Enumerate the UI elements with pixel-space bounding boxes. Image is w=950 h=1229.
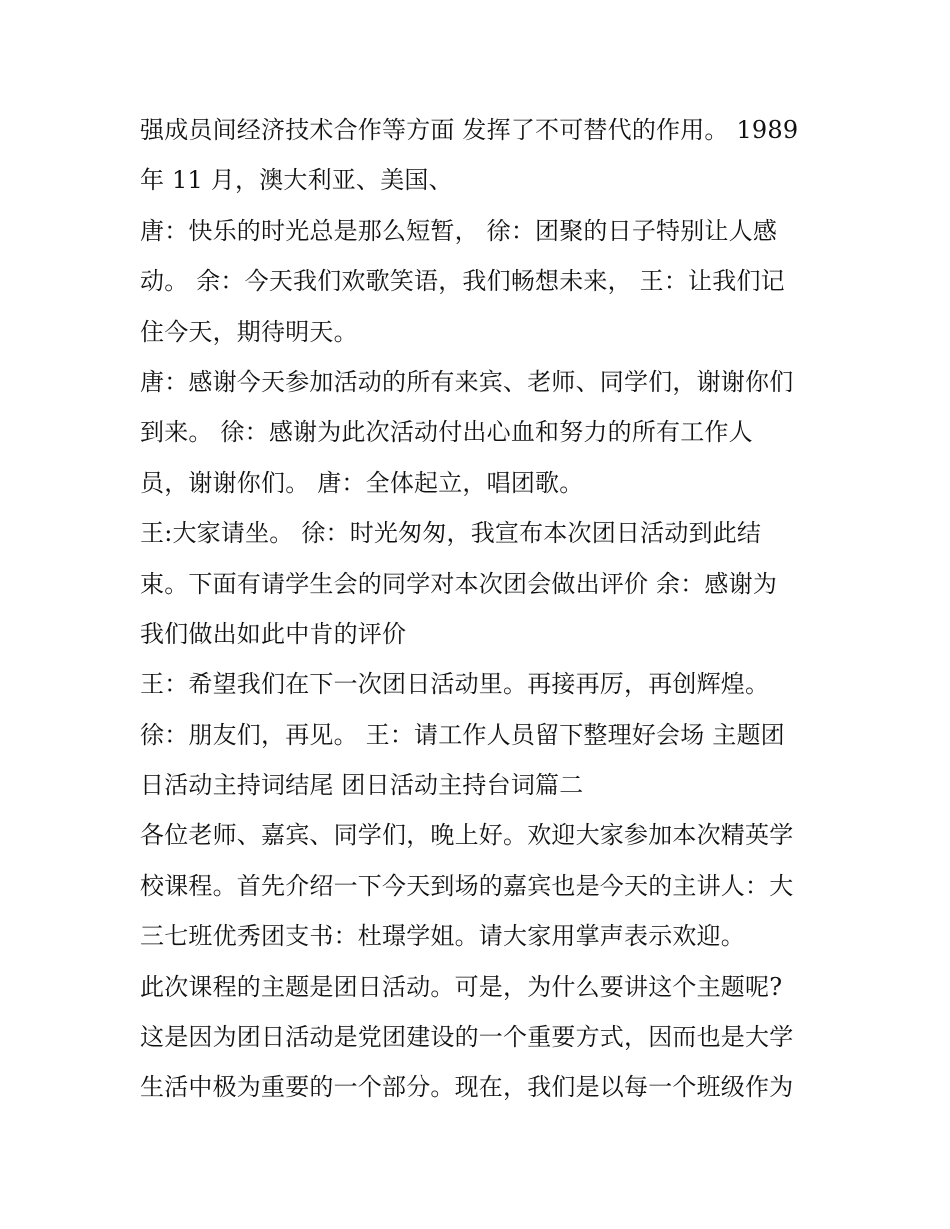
text-line-11: 我们做出如此中肯的评价 (140, 619, 407, 648)
text-line-10: 束。下面有请学生会的同学对本次团会做出评价 余：感谢为 (140, 569, 778, 598)
text-line-12: 王：希望我们在下一次团日活动里。再接再厉，再创辉煌。 (140, 670, 770, 699)
body-text (140, 105, 830, 1113)
text-line-1: 强成员间经济技术合作等方面 发挥了不可替代的作用。 1989 (140, 116, 799, 144)
text-line-13: 徐：朋友们，再见。 王：请工作人员留下整理好会场 主题团 (140, 720, 785, 749)
text-line-8: 员，谢谢你们。 唐：全体起立，唱团歌。 (140, 468, 584, 497)
text-line-7: 到来。 徐：感谢为此次活动付出心血和努力的所有工作人 (140, 418, 753, 447)
text-line-17: 三七班优秀团支书：杜璟学姐。请大家用掌声表示欢迎。 (140, 922, 745, 951)
text-line-20: 生活中极为重要的一个部分。现在，我们是以每一个班级作为 (140, 1073, 794, 1102)
text-line-6: 唐：感谢今天参加活动的所有来宾、老师、同学们，谢谢你们 (140, 367, 794, 396)
text-line-18: 此次课程的主题是团日活动。可是，为什么要讲这个主题呢? (140, 972, 783, 1001)
text-line-16: 校课程。首先介绍一下今天到场的嘉宾也是今天的主讲人：大 (140, 871, 794, 900)
text-line-5: 住今天，期待明天。 (140, 317, 358, 346)
text-line-2: 年 11 月，澳大利亚、美国、 (140, 166, 453, 195)
text-line-9: 王:大家请坐。 徐：时光匆匆，我宣布本次团日活动到此结 (140, 519, 762, 548)
text-line-14: 日活动主持词结尾 团日活动主持台词篇二 (140, 771, 584, 800)
text-line-15: 各位老师、嘉宾、同学们，晚上好。欢迎大家参加本次精英学 (140, 821, 794, 850)
text-line-19: 这是因为团日活动是党团建设的一个重要方式，因而也是大学 (140, 1023, 794, 1052)
text-line-4: 动。 余：今天我们欢歌笑语，我们畅想未来， 王：让我们记 (140, 267, 785, 296)
text-line-3: 唐：快乐的时光总是那么短暂， 徐：团聚的日子特别让人感 (140, 216, 778, 245)
